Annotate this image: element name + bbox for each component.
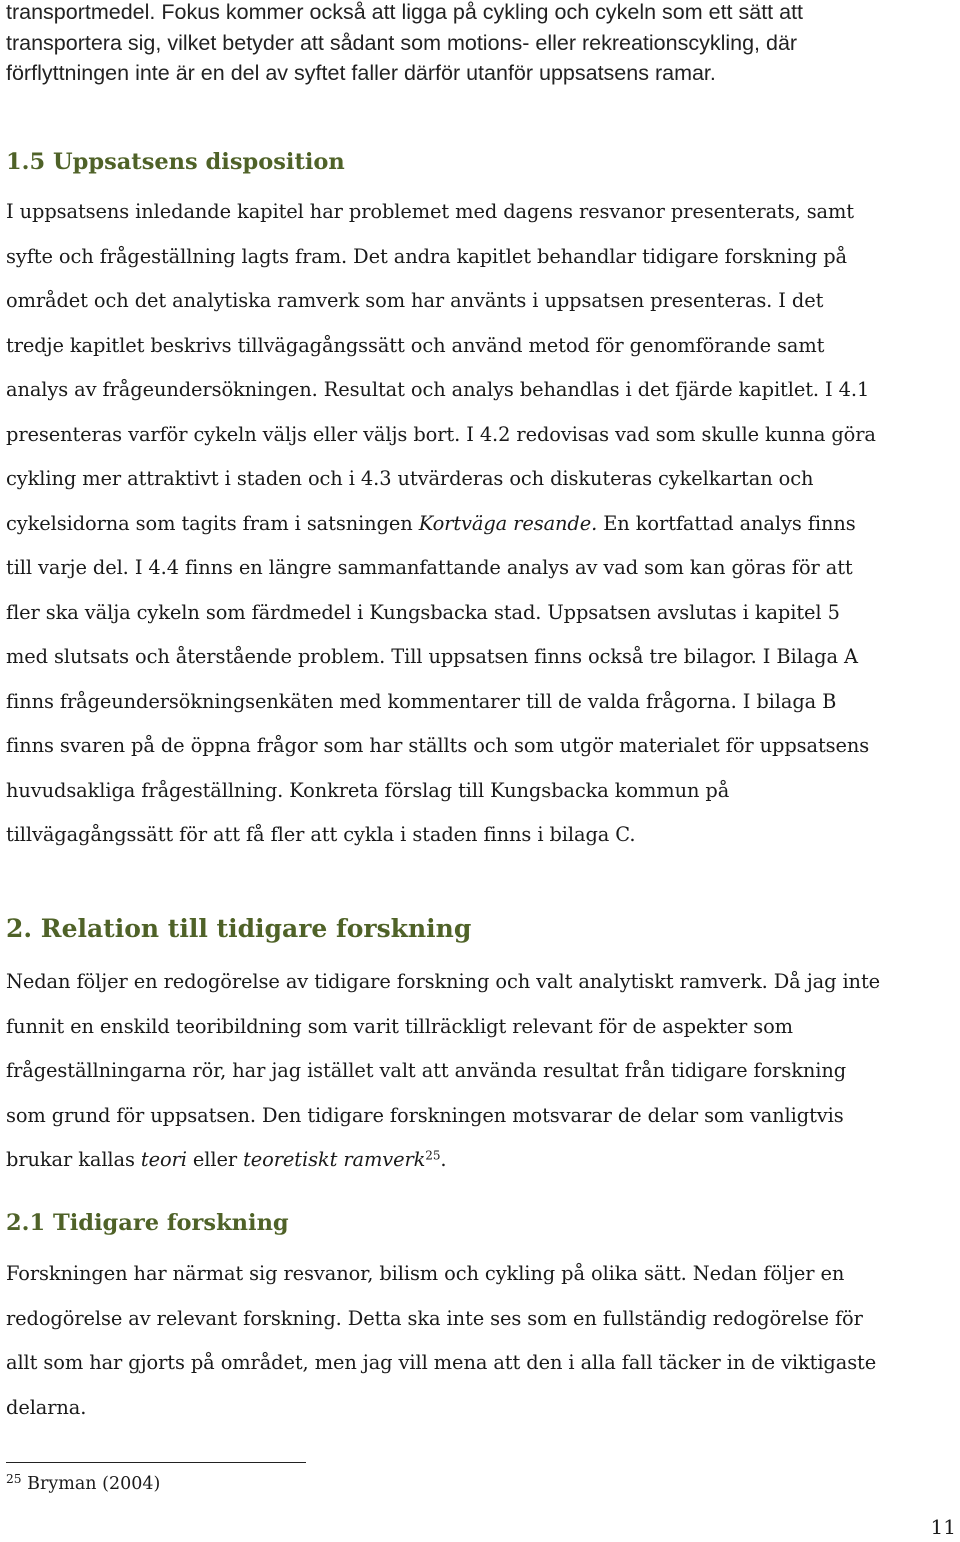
text-line xyxy=(6,1138,960,1183)
text-segment: brukar kallas xyxy=(6,1148,141,1171)
text-line: analys av frågeundersökningen. Resultat och analys behandlas i det fjärde kapitlet. I 4.1 xyxy=(6,378,870,401)
text-line: förflyttningen inte är en del av syftet faller därför utanför uppsatsens ramar. xyxy=(6,61,716,85)
text-line: I uppsatsens inledande kapitel har problemet med dagens resvanor presenterats, samt xyxy=(6,200,854,223)
text-line: till varje del. I 4.4 finns en längre sammanfattande analys av vad som kan göras för att xyxy=(6,556,853,579)
text-segment: . xyxy=(440,1148,447,1171)
text-line: huvudsakliga frågeställning. Konkreta förslag till Kungsbacka kommun på xyxy=(6,778,730,802)
text-line: fler ska välja cykeln som färdmedel i Kungsbacka stad. Uppsatsen avslutas i kapitel 5 xyxy=(6,600,840,624)
intro-paragraph xyxy=(6,0,960,89)
text-line: transportera sig, vilket betyder att sådant som motions- eller rekreationscykling, där xyxy=(6,30,798,55)
text-line: syfte och frågeställning lagts fram. Det andra kapitlet behandlar tidigare forskning på xyxy=(6,244,848,268)
footnote-text: Bryman (2004) xyxy=(21,1474,161,1494)
text-line: redogörelse av relevant forskning. Detta ska inte ses som en fullständig redogörelse för xyxy=(6,1306,863,1330)
page-number: 11 xyxy=(930,1515,956,1539)
text-line: transportmedel. Fokus kommer också att ligga på cykling och cykeln som ett sätt att xyxy=(6,0,804,24)
research-paragraph xyxy=(6,1252,960,1430)
text-line: som grund för uppsatsen. Den tidigare forskningen motsvarar de delar som vanligtvis xyxy=(6,1103,844,1127)
text-line: finns svaren på de öppna frågor som har ställts och som utgör materialet för uppsatsens xyxy=(6,734,870,757)
text-line: med slutsats och återstående problem. Till uppsatsen finns också tre bilagor. I Bilaga A xyxy=(6,645,858,668)
text-line: cykling mer attraktivt i staden och i 4.3 utvärderas och diskuteras cykelkartan och xyxy=(6,467,814,490)
italic-title: Kortväga resande. xyxy=(418,511,598,535)
text-line: allt som har gjorts på området, men jag vill mena att den i alla fall täcker in de viktigaste xyxy=(6,1351,877,1374)
section-heading-2: 2. Relation till tidigare forskning xyxy=(6,914,472,943)
disposition-paragraph xyxy=(6,190,960,858)
italic-term: teoretiskt ramverk xyxy=(243,1148,426,1171)
section-heading-1-5: 1.5 Uppsatsens disposition xyxy=(6,149,345,175)
text-line: funnit en enskild teoribildning som varit tillräckligt relevant för de aspekter som xyxy=(6,1014,793,1038)
text-segment: cykelsidorna som tagits fram i satsningen xyxy=(6,511,419,535)
text-line: Forskningen har närmat sig resvanor, bilism och cykling på olika sätt. Nedan följer en xyxy=(6,1262,845,1285)
italic-term: teori xyxy=(140,1148,187,1171)
text-line: frågeställningarna rör, har jag istället valt att använda resultat från tidigare forskning xyxy=(6,1059,847,1082)
relation-paragraph xyxy=(6,960,960,1183)
text-line: delarna. xyxy=(6,1395,87,1419)
text-line: Nedan följer en redogörelse av tidigare forskning och valt analytiskt ramverk. Då jag inte xyxy=(6,970,881,993)
text-line xyxy=(6,502,960,547)
footnote-ref[interactable]: 25 xyxy=(425,1148,441,1163)
text-line: finns frågeundersökningsenkäten med kommentarer till de valda frågorna. I bilaga B xyxy=(6,689,837,713)
footnote-number: 25 xyxy=(6,1471,22,1486)
text-line: tredje kapitlet beskrivs tillvägagångssätt och använd metod för genomförande samt xyxy=(6,333,825,357)
section-heading-2-1: 2.1 Tidigare forskning xyxy=(6,1210,289,1236)
text-line: tillvägagångssätt för att få fler att cykla i staden finns i bilaga C. xyxy=(6,823,636,846)
text-line: presenteras varför cykeln väljs eller väljs bort. I 4.2 redovisas vad som skulle kunna göra xyxy=(6,422,876,446)
footnote xyxy=(6,1471,161,1494)
text-segment: eller xyxy=(186,1148,244,1171)
text-line: området och det analytiska ramverk som har använts i uppsatsen presenteras. I det xyxy=(6,289,824,312)
footnote-divider xyxy=(6,1462,306,1463)
text-segment: En kortfattad analys finns xyxy=(597,511,856,535)
